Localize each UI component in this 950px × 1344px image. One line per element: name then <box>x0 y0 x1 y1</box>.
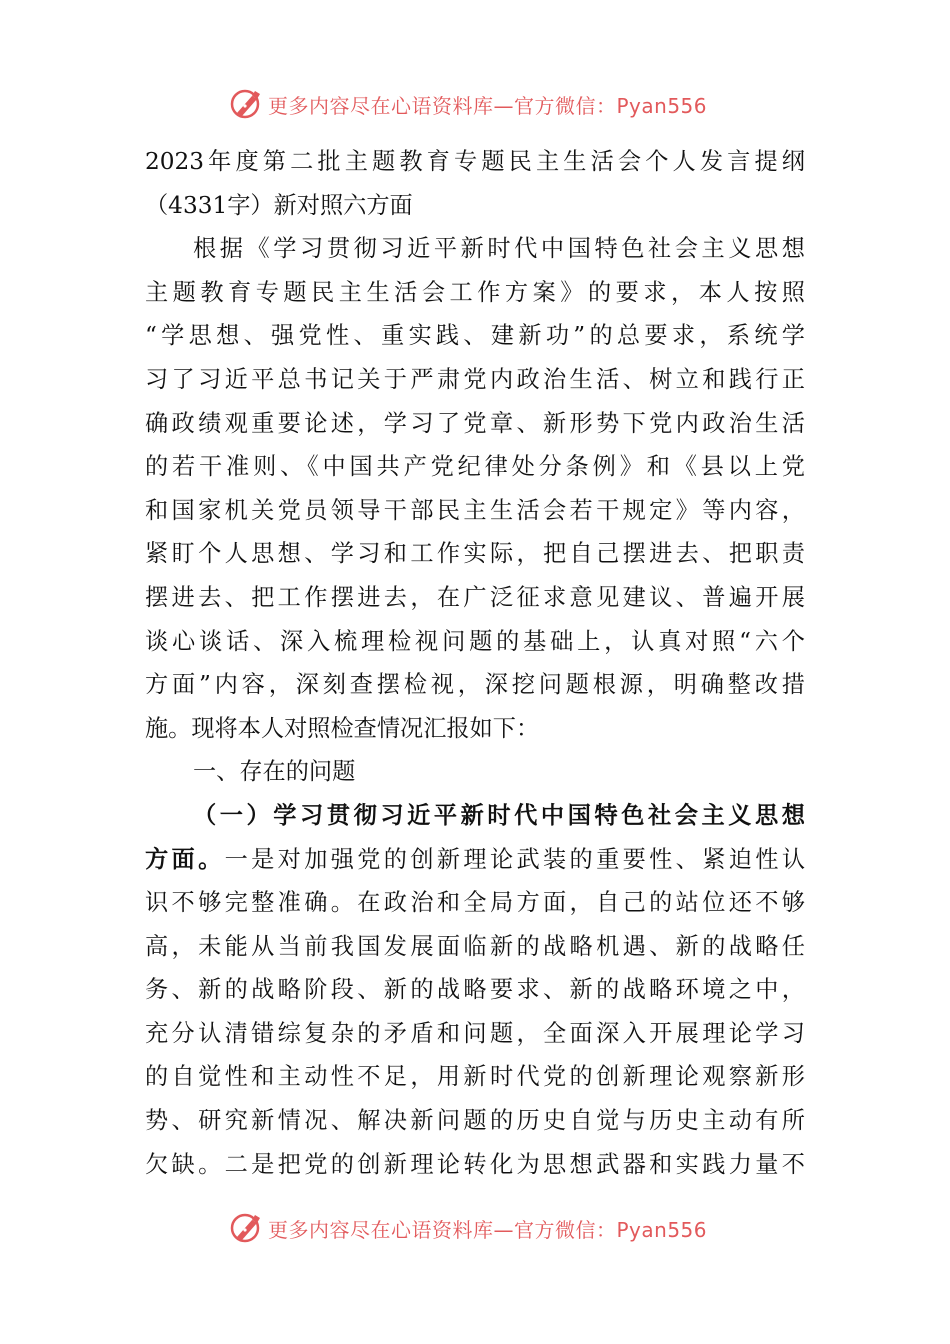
watermark-text: 更多内容尽在心语资料库—官方微信：Pyan556 <box>268 93 708 118</box>
body-line-6: 势、研究新情况、解决新问题的历史自觉与历史主动有所 <box>145 1107 805 1135</box>
intro-line-5: 确政绩观重要论述，学习了党章、新形势下党内政治生活 <box>145 409 805 437</box>
title-line-2: （4331字）新对照六方面 <box>145 191 413 219</box>
subsection-heading-end: 方面。 <box>145 845 225 873</box>
intro-line-1: 根据《学习贯彻习近平新时代中国特色社会主义思想 <box>193 235 805 263</box>
intro-line-7: 和国家机关党员领导干部民主生活会若干规定》等内容， <box>145 496 805 524</box>
watermark-text: 更多内容尽在心语资料库—官方微信：Pyan556 <box>268 1217 708 1242</box>
body-line-5: 的自觉性和主动性不足，用新时代党的创新理论观察新形 <box>145 1063 805 1091</box>
watermark-banner-bottom <box>228 1210 707 1246</box>
intro-line-6: 的若干准则、《中国共产党纪律处分条例》和《县以上党 <box>145 453 805 481</box>
intro-line-11: 方面”内容，深刻查摆检视，深挖问题根源，明确整改措 <box>145 671 805 699</box>
body-line-7: 欠缺。二是把党的创新理论转化为思想武器和实践力量不 <box>145 1150 805 1178</box>
body-line-3: 务、新的战略阶段、新的战略要求、新的战略环境之中， <box>145 976 805 1004</box>
document-body <box>145 140 805 1186</box>
intro-line-9: 摆进去、把工作摆进去，在广泛征求意见建议、普遍开展 <box>145 583 805 611</box>
intro-line-2: 主题教育专题民主生活会工作方案》的要求，本人按照 <box>145 278 805 306</box>
pen-nib-logo-icon <box>228 1210 264 1246</box>
subsection-line-2 <box>145 838 805 882</box>
body-line-2: 高，未能从当前我国发展面临新的战略机遇、新的战略任 <box>145 932 805 960</box>
body-line-1: 识不够完整准确。在政治和全局方面，自己的站位还不够 <box>145 889 805 917</box>
intro-line-3: “学思想、强党性、重实践、建新功”的总要求，系统学 <box>145 322 805 350</box>
pen-nib-logo-icon <box>228 86 264 122</box>
watermark-banner-top <box>228 86 707 122</box>
title-line-1: 2023年度第二批主题教育专题民主生活会个人发言提纲 <box>145 148 805 175</box>
intro-line-12: 施。现将本人对照检查情况汇报如下： <box>145 714 540 742</box>
subsection-line-2-text: 一是对加强党的创新理论武装的重要性、紧迫性认 <box>224 845 805 873</box>
intro-line-10: 谈心谈话、深入梳理检视问题的基础上，认真对照“六个 <box>145 627 805 655</box>
subsection-heading: （一）学习贯彻习近平新时代中国特色社会主义思想 <box>193 801 805 829</box>
intro-line-4: 习了习近平总书记关于严肃党内政治生活、树立和践行正 <box>145 365 805 393</box>
body-line-4: 充分认清错综复杂的矛盾和问题，全面深入开展理论学习 <box>145 1019 805 1047</box>
intro-line-8: 紧盯个人思想、学习和工作实际，把自己摆进去、把职责 <box>145 540 805 568</box>
section-heading: 一、存在的问题 <box>193 758 356 786</box>
